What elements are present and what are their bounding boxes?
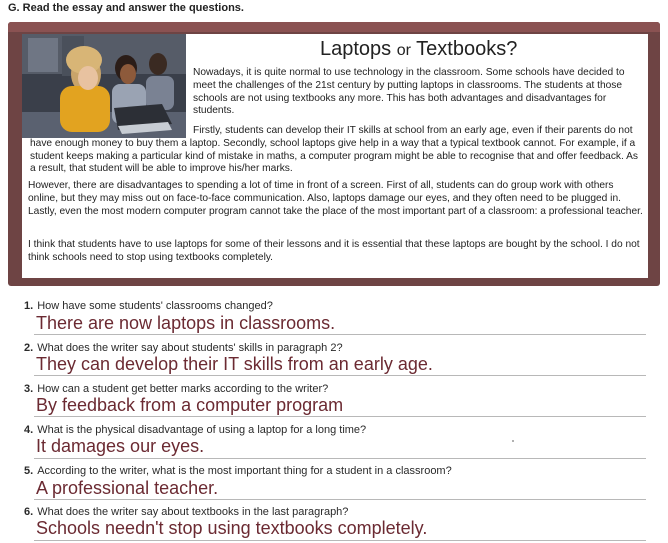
answer-4: It damages our eyes. xyxy=(36,436,205,456)
answer-line-5 xyxy=(34,499,646,500)
question-2: 2. What does the writer say about students' skills in paragraph 2? xyxy=(24,342,343,354)
students-with-laptops-image xyxy=(22,34,186,138)
essay-paragraph-4: I think that students have to use laptops for some of their lessons and it is essential that these laptops are bought by the school. I do not think schools need to stop using textbooks completely. xyxy=(28,239,640,263)
essay-paragraph-1: Nowadays, it is quite normal to use technology in the classroom. Some schools have decided to meet the challenges of the 21st century by putting laptops in classrooms. The students at those schools are not using textbooks any more. This has both advantages and disadvantages for students. xyxy=(193,67,625,117)
answer-line-6 xyxy=(34,540,646,541)
question-3: 3. How can a student get better marks according to the writer? xyxy=(24,383,329,395)
answer-line-3 xyxy=(34,416,646,417)
essay-paper xyxy=(22,34,648,278)
answer-2: They can develop their IT skills from an early age. xyxy=(36,354,433,374)
answer-3: By feedback from a computer program xyxy=(36,395,344,415)
essay-paragraph-3: However, there are disadvantages to spending a lot of time in front of a screen. First of all, students can do group work with others online, but they may miss out on face-to-face communication. Also, laptops damage our eyes, and they often need to be plugged in. Lastly, even the most modern computer program cannot take the place of the most important part of a classroom: a professional teacher. xyxy=(28,180,643,217)
answer-line-1 xyxy=(34,334,646,335)
essay-frame xyxy=(8,22,660,286)
answer-line-2 xyxy=(34,375,646,376)
essay-title: Laptops or Textbooks? xyxy=(320,38,518,60)
section-heading: G. Read the essay and answer the questions. xyxy=(8,2,244,14)
frame-top-bar xyxy=(8,22,660,32)
answer-1: There are now laptops in classrooms. xyxy=(36,313,336,333)
stray-dot xyxy=(512,440,514,442)
answer-6: Schools needn't stop using textbooks completely. xyxy=(36,518,428,538)
answer-5: A professional teacher. xyxy=(36,478,219,498)
essay-paragraph-2: Firstly, students can develop their IT skills at school from an early age, even if their parents do not have enough money to buy them a laptop. Secondly, school laptops give help in a way that a typical textbook cannot. For example, if a student keeps making a particular kind of mistake in maths, a computer program might be able to recognise that and offer feedback. As a result, that student will be able to improve his/her marks. xyxy=(30,125,638,175)
question-4: 4. What is the physical disadvantage of using a laptop for a long time? xyxy=(24,424,367,436)
question-6: 6. What does the writer say about textbooks in the last paragraph? xyxy=(24,506,349,518)
question-5: 5. According to the writer, what is the most important thing for a student in a classroom? xyxy=(24,465,452,477)
question-1: 1. How have some students' classrooms changed? xyxy=(24,300,273,312)
answer-line-4 xyxy=(34,458,646,459)
classroom-photo xyxy=(22,34,186,138)
